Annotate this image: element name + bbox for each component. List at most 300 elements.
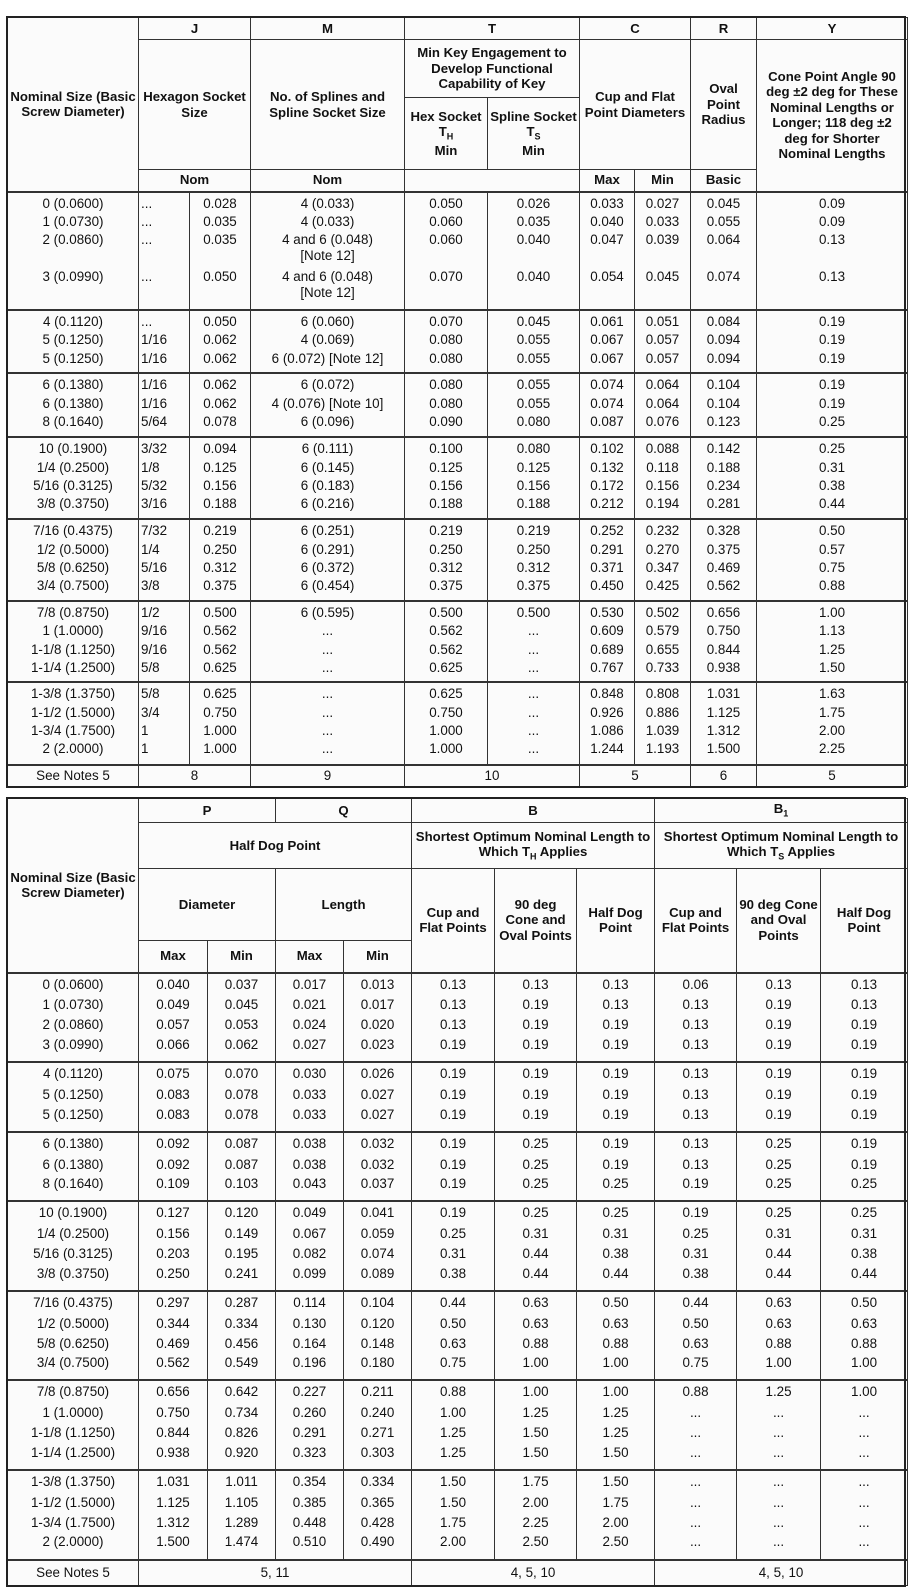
value-cell: 1.25 [737, 1380, 821, 1405]
value-cell: 0.250 [190, 542, 251, 560]
value-cell: 0.040 [139, 973, 208, 998]
value-cell: 0.25 [577, 1176, 655, 1201]
value-cell: 0.19 [412, 1037, 495, 1062]
value-cell: 0.19 [412, 1201, 495, 1226]
nominal-size-cell: 0 (0.0600) [8, 973, 139, 998]
table-row [8, 642, 908, 660]
value-cell: ... [655, 1515, 737, 1535]
value-cell: 0.051 [635, 310, 691, 333]
value-cell: 0.087 [208, 1157, 276, 1177]
value-cell: 4 (0.076) [Note 10] [251, 396, 405, 414]
value-cell: 0.104 [691, 373, 757, 396]
value-cell: 1.000 [190, 723, 251, 741]
table-row [8, 1062, 908, 1087]
value-cell: 0.57 [757, 542, 908, 560]
value-cell: 0.428 [344, 1515, 412, 1535]
value-cell: 0.13 [757, 232, 908, 268]
value-cell: ... [488, 642, 580, 660]
value-cell: 0.033 [276, 1107, 344, 1132]
value-cell: 2.50 [577, 1534, 655, 1559]
value-cell: 0.31 [821, 1226, 908, 1246]
value-cell: ... [488, 682, 580, 705]
value-cell: 0.070 [208, 1062, 276, 1087]
table-row [8, 310, 908, 333]
value-cell: 0.625 [405, 660, 488, 683]
value-cell: 0.227 [276, 1380, 344, 1405]
value-cell: 0.030 [276, 1062, 344, 1087]
value-cell: 6 (0.145) [251, 460, 405, 478]
value-cell: 1.13 [757, 623, 908, 641]
value-cell: 0.271 [344, 1425, 412, 1445]
value-cell: 1/16 [139, 351, 190, 374]
value-cell: 0.63 [495, 1291, 577, 1316]
table-row [8, 519, 908, 542]
table-row [8, 1157, 908, 1177]
value-cell: 0.88 [495, 1336, 577, 1356]
nominal-size-cell: 6 (0.1380) [8, 396, 139, 414]
value-cell: 0.88 [412, 1380, 495, 1405]
cone-point-angle-header: Cone Point Angle 90 deg ±2 deg for These Nominal Lengths or Longer; 118 deg ±2 deg for Shorter Nominal Lengths [757, 40, 908, 192]
cup-flat-diameters-header: Cup and Flat Point Diameters [580, 40, 691, 170]
value-cell: 0.196 [276, 1355, 344, 1380]
value-cell: 0.060 [405, 214, 488, 232]
value-cell: 0.149 [208, 1226, 276, 1246]
value-cell: 0.038 [276, 1157, 344, 1177]
table-row [8, 682, 908, 705]
value-cell: 0.067 [580, 351, 635, 374]
value-cell: 0.530 [580, 601, 635, 624]
table-row [8, 542, 908, 560]
value-cell: 0.089 [344, 1266, 412, 1291]
table-row [8, 1017, 908, 1037]
value-cell: 0.44 [737, 1246, 821, 1266]
notes-ref: 5 [757, 765, 908, 787]
table-row [8, 1534, 908, 1559]
table-row [8, 1037, 908, 1062]
value-cell: 0.062 [190, 396, 251, 414]
col-letter-y: Y [757, 18, 908, 40]
col-letter-b1: $B_1$ [655, 799, 908, 823]
value-cell: 6 (0.072) [Note 12] [251, 351, 405, 374]
value-cell: 0.103 [208, 1176, 276, 1201]
value-cell: 0.13 [655, 1087, 737, 1107]
value-cell: 0.328 [691, 519, 757, 542]
splines-header: No. of Splines and Spline Socket Size [251, 40, 405, 170]
table-row [8, 1087, 908, 1107]
value-cell: 0.061 [580, 310, 635, 333]
value-cell: 0.656 [139, 1380, 208, 1405]
value-cell: 0.469 [139, 1336, 208, 1356]
value-cell: 0.19 [412, 1087, 495, 1107]
value-cell: 0.303 [344, 1445, 412, 1470]
value-cell: ... [737, 1534, 821, 1559]
value-cell: 0.094 [190, 437, 251, 460]
value-cell: 0.059 [344, 1226, 412, 1246]
value-cell: 0.19 [655, 1201, 737, 1226]
value-cell: 0.064 [635, 396, 691, 414]
value-cell: 0.38 [821, 1246, 908, 1266]
value-cell: 0.562 [139, 1355, 208, 1380]
value-cell: ... [655, 1445, 737, 1470]
value-cell: 0.19 [577, 1087, 655, 1107]
value-cell: 0.19 [577, 1107, 655, 1132]
value-cell: 0.156 [488, 478, 580, 496]
value-cell: 0.25 [737, 1157, 821, 1177]
value-cell: 1.25 [577, 1405, 655, 1425]
nominal-size-cell: 1-1/2 (1.5000) [8, 705, 139, 723]
value-cell: 5/64 [139, 414, 190, 437]
value-cell: 1.50 [412, 1495, 495, 1515]
value-cell: 0.625 [190, 682, 251, 705]
value-cell: 0.219 [405, 519, 488, 542]
value-cell: 0.31 [412, 1246, 495, 1266]
value-cell: 1.00 [821, 1380, 908, 1405]
value-cell: 0.562 [405, 623, 488, 641]
value-cell: ... [655, 1425, 737, 1445]
value-cell: 0.027 [344, 1087, 412, 1107]
value-cell: 0.31 [655, 1246, 737, 1266]
value-cell: 1.50 [495, 1425, 577, 1445]
table-row [8, 623, 908, 641]
value-cell: ... [655, 1534, 737, 1559]
nominal-size-cell: 5/8 (0.6250) [8, 560, 139, 578]
nominal-size-cell: 1 (1.0000) [8, 623, 139, 641]
value-cell: 0.180 [344, 1355, 412, 1380]
value-cell: 0.19 [577, 1157, 655, 1177]
value-cell: 0.013 [344, 973, 412, 998]
value-cell: 0.06 [655, 973, 737, 998]
value-cell: 1.00 [495, 1380, 577, 1405]
value-cell: 2.00 [577, 1515, 655, 1535]
value-cell: 1.244 [580, 741, 635, 764]
socket-dimensions-table [7, 17, 908, 787]
value-cell: 0.092 [139, 1157, 208, 1177]
value-cell: 0.100 [405, 437, 488, 460]
value-cell: 1.086 [580, 723, 635, 741]
nominal-size-cell: 6 (0.1380) [8, 1157, 139, 1177]
value-cell: 0.120 [344, 1316, 412, 1336]
nominal-size-cell: 1-3/4 (1.7500) [8, 723, 139, 741]
table-row [8, 214, 908, 232]
value-cell: 0.19 [757, 373, 908, 396]
value-cell: 1/8 [139, 460, 190, 478]
table-row [8, 741, 908, 764]
value-cell: 0.13 [737, 973, 821, 998]
value-cell: 0.017 [344, 997, 412, 1017]
value-cell: 3/32 [139, 437, 190, 460]
value-cell: 0.19 [757, 396, 908, 414]
value-cell: 0.75 [412, 1355, 495, 1380]
nominal-size-cell: 1 (0.0730) [8, 214, 139, 232]
value-cell: 0.082 [276, 1246, 344, 1266]
value-cell: 0.132 [580, 460, 635, 478]
nominal-size-cell: 7/8 (0.8750) [8, 1380, 139, 1405]
value-cell: 1/2 [139, 601, 190, 624]
value-cell: 0.104 [691, 396, 757, 414]
value-cell: 0.045 [691, 192, 757, 215]
value-cell: 6 (0.096) [251, 414, 405, 437]
value-cell: ... [488, 623, 580, 641]
value-cell: 1.25 [412, 1425, 495, 1445]
value-cell: 0.021 [276, 997, 344, 1017]
value-cell: 2.25 [495, 1515, 577, 1535]
value-cell: 0.886 [635, 705, 691, 723]
value-cell: 1 [139, 723, 190, 741]
hex-socket-th-header: Hex Socket $T_H$ Min [405, 98, 488, 170]
value-cell: 0.055 [488, 396, 580, 414]
value-cell: 1.500 [691, 741, 757, 764]
value-cell: 1.125 [691, 705, 757, 723]
value-cell: 0.31 [757, 460, 908, 478]
value-cell: ... [251, 682, 405, 705]
value-cell: 4 (0.033) [251, 214, 405, 232]
table-row [8, 460, 908, 478]
value-cell: 0.040 [580, 214, 635, 232]
value-cell: 0.75 [757, 560, 908, 578]
value-cell: 0.920 [208, 1445, 276, 1470]
table-row [8, 660, 908, 683]
value-cell: 1.50 [577, 1470, 655, 1495]
value-cell: 1.75 [757, 705, 908, 723]
value-cell: 0.50 [757, 519, 908, 542]
value-cell: 0.070 [405, 269, 488, 310]
value-cell: 0.44 [737, 1266, 821, 1291]
nominal-size-cell: 3 (0.0990) [8, 1037, 139, 1062]
value-cell: 0.047 [580, 232, 635, 268]
notes-ref: 4, 5, 10 [412, 1560, 655, 1586]
value-cell: 1.289 [208, 1515, 276, 1535]
value-cell: 0.032 [344, 1157, 412, 1177]
value-cell: 0.078 [190, 414, 251, 437]
nominal-size-cell: 4 (0.1120) [8, 1062, 139, 1087]
value-cell: 0.502 [635, 601, 691, 624]
value-cell: 0.562 [190, 623, 251, 641]
value-cell: 0.027 [276, 1037, 344, 1062]
value-cell: 1.00 [821, 1355, 908, 1380]
max-header: Max [139, 941, 208, 973]
value-cell: 0.19 [495, 1062, 577, 1087]
nominal-size-cell: 10 (0.1900) [8, 1201, 139, 1226]
point-lengths-table [7, 798, 908, 1586]
table-row [8, 1495, 908, 1515]
nominal-size-cell: 1-3/8 (1.3750) [8, 1470, 139, 1495]
min-header: Min [208, 941, 276, 973]
value-cell: 0.270 [635, 542, 691, 560]
value-cell: 0.354 [276, 1470, 344, 1495]
value-cell: ... [251, 705, 405, 723]
table-row [8, 1380, 908, 1405]
value-cell: 0.50 [655, 1316, 737, 1336]
value-cell: 2.00 [495, 1495, 577, 1515]
value-cell: 0.027 [635, 192, 691, 215]
value-cell: 0.078 [208, 1107, 276, 1132]
value-cell: 1.000 [190, 741, 251, 764]
value-cell: 0.450 [580, 578, 635, 601]
table-row [8, 723, 908, 741]
value-cell: 0.172 [580, 478, 635, 496]
value-cell: 0.078 [208, 1087, 276, 1107]
value-cell: 0.13 [412, 997, 495, 1017]
nominal-size-cell: 6 (0.1380) [8, 1132, 139, 1157]
notes-ref: 5, 11 [139, 1560, 412, 1586]
table-row [8, 1176, 908, 1201]
value-cell: 0.130 [276, 1316, 344, 1336]
value-cell: 0.050 [190, 310, 251, 333]
value-cell: 0.023 [344, 1037, 412, 1062]
value-cell: 0.094 [691, 332, 757, 350]
table-row [8, 973, 908, 998]
value-cell: 0.19 [821, 1107, 908, 1132]
value-cell: 0.020 [344, 1017, 412, 1037]
value-cell: 3/8 [139, 578, 190, 601]
value-cell: 0.19 [737, 997, 821, 1017]
value-cell: 0.062 [190, 373, 251, 396]
value-cell: 0.19 [737, 1107, 821, 1132]
min-header: Min [344, 941, 412, 973]
nominal-size-cell: 4 (0.1120) [8, 310, 139, 333]
value-cell: 0.323 [276, 1445, 344, 1470]
table-row [8, 1246, 908, 1266]
value-cell: 3/16 [139, 496, 190, 519]
value-cell: 0.25 [821, 1176, 908, 1201]
value-cell: 0.808 [635, 682, 691, 705]
nominal-size-cell: 1/2 (0.5000) [8, 1316, 139, 1336]
table-row [8, 1316, 908, 1336]
value-cell: 0.13 [757, 269, 908, 310]
value-cell: 0.733 [635, 660, 691, 683]
nominal-size-cell: 6 (0.1380) [8, 373, 139, 396]
value-cell: ... [251, 660, 405, 683]
value-cell: 1.039 [635, 723, 691, 741]
value-cell: 0.049 [276, 1201, 344, 1226]
value-cell: 7/32 [139, 519, 190, 542]
value-cell: 0.656 [691, 601, 757, 624]
value-cell: 0.750 [190, 705, 251, 723]
value-cell: 0.092 [139, 1132, 208, 1157]
nominal-size-cell: 7/8 (0.8750) [8, 601, 139, 624]
value-cell: 0.13 [495, 973, 577, 998]
value-cell: 0.057 [635, 332, 691, 350]
value-cell: 5/8 [139, 660, 190, 683]
nominal-size-cell: 1-3/8 (1.3750) [8, 682, 139, 705]
value-cell: 4 (0.033) [251, 192, 405, 215]
value-cell: 0.080 [405, 373, 488, 396]
value-cell: 1.031 [139, 1470, 208, 1495]
nominal-size-cell: 5/16 (0.3125) [8, 1246, 139, 1266]
value-cell: 0.076 [635, 414, 691, 437]
table-body [8, 192, 908, 765]
nominal-size-cell: 2 (2.0000) [8, 741, 139, 764]
value-cell: 0.064 [635, 373, 691, 396]
value-cell: 6 (0.595) [251, 601, 405, 624]
value-cell: 0.13 [821, 973, 908, 998]
value-cell: 0.240 [344, 1405, 412, 1425]
value-cell: 0.19 [821, 1062, 908, 1087]
value-cell: 0.080 [488, 437, 580, 460]
nominal-size-cell: 8 (0.1640) [8, 414, 139, 437]
notes-ref: 4, 5, 10 [655, 1560, 908, 1586]
value-cell: 1.312 [691, 723, 757, 741]
value-cell: 4 and 6 (0.048) [Note 12] [251, 269, 405, 310]
value-cell: 0.19 [495, 1107, 577, 1132]
value-cell: 0.655 [635, 642, 691, 660]
value-cell: 0.25 [412, 1226, 495, 1246]
value-cell: 0.033 [580, 192, 635, 215]
col-letter-t: T [405, 18, 580, 40]
value-cell: 0.094 [691, 351, 757, 374]
shortest-length-th-header: Shortest Optimum Nominal Length to Which $T_H$ Applies [412, 823, 655, 869]
col-letter-c: C [580, 18, 691, 40]
value-cell: 0.63 [655, 1336, 737, 1356]
value-cell: 0.19 [757, 310, 908, 333]
value-cell: 0.750 [691, 623, 757, 641]
nominal-size-cell: 1-1/8 (1.1250) [8, 642, 139, 660]
value-cell: 0.63 [577, 1316, 655, 1336]
value-cell: 0.50 [821, 1291, 908, 1316]
value-cell: 0.188 [190, 496, 251, 519]
value-cell: 0.312 [190, 560, 251, 578]
col-letter-m: M [251, 18, 405, 40]
table-row [8, 1515, 908, 1535]
value-cell: 0.287 [208, 1291, 276, 1316]
value-cell: 0.09 [757, 192, 908, 215]
value-cell: 0.087 [580, 414, 635, 437]
value-cell: 0.347 [635, 560, 691, 578]
value-cell: 0.040 [488, 269, 580, 310]
value-cell: 0.070 [405, 310, 488, 333]
value-cell: 0.844 [691, 642, 757, 660]
value-cell: 0.104 [344, 1291, 412, 1316]
value-cell: 4 and 6 (0.048) [Note 12] [251, 232, 405, 268]
value-cell: 0.25 [737, 1201, 821, 1226]
value-cell: 6 (0.454) [251, 578, 405, 601]
value-cell: 0.19 [757, 351, 908, 374]
cup-flat-points-header: Cup and Flat Points [655, 869, 737, 973]
value-cell: ... [821, 1405, 908, 1425]
value-cell: 1.474 [208, 1534, 276, 1559]
value-cell: 0.19 [495, 1037, 577, 1062]
value-cell: 5/32 [139, 478, 190, 496]
value-cell: 0.500 [488, 601, 580, 624]
value-cell: 0.88 [655, 1380, 737, 1405]
value-cell: 0.090 [405, 414, 488, 437]
value-cell: 0.232 [635, 519, 691, 542]
table-row [8, 1266, 908, 1291]
table-row [8, 396, 908, 414]
value-cell: ... [821, 1515, 908, 1535]
nominal-size-cell: 7/16 (0.4375) [8, 1291, 139, 1316]
value-cell: 1/4 [139, 542, 190, 560]
value-cell: 0.25 [821, 1201, 908, 1226]
value-cell: 0.19 [821, 1037, 908, 1062]
value-cell: 1.63 [757, 682, 908, 705]
value-cell: 0.064 [691, 232, 757, 268]
value-cell: 0.053 [208, 1017, 276, 1037]
value-cell: 0.028 [190, 192, 251, 215]
value-cell: 1.00 [757, 601, 908, 624]
value-cell: 9/16 [139, 642, 190, 660]
value-cell: 0.549 [208, 1355, 276, 1380]
value-cell: ... [251, 723, 405, 741]
value-cell: 0.291 [276, 1425, 344, 1445]
value-cell: 0.062 [190, 351, 251, 374]
value-cell: 6 (0.072) [251, 373, 405, 396]
value-cell: 0.120 [208, 1201, 276, 1226]
nom-header: Nom [139, 170, 251, 192]
value-cell: 0.375 [190, 578, 251, 601]
value-cell: 2.25 [757, 741, 908, 764]
value-cell: 1.00 [495, 1355, 577, 1380]
